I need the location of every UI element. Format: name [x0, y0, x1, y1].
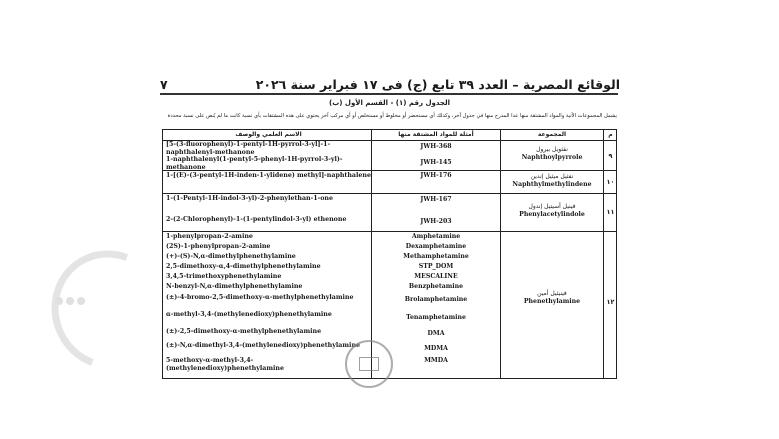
example-name: JWH-167	[420, 196, 452, 203]
example-name: JWH-368	[420, 143, 452, 150]
example-name: Benzphetamine	[408, 283, 464, 290]
header-title: الوقائع المصرية – العدد ٣٩ تابع (ج) فى ١٧ فبراير سنة ٢٠٢٦	[255, 76, 620, 92]
scientific-name: 2-(2-Chlorophenyl)-1-(1-pentylindol-3-yl) ethenone	[166, 216, 347, 223]
example-name: Tenamphetamine	[406, 314, 466, 321]
scientific-name: (2S)-1-phenylpropan-2-amine	[166, 243, 271, 250]
column-header-number: م	[608, 131, 613, 138]
example-name: MDMA	[424, 345, 448, 352]
example-name: Methamphetamine	[403, 253, 469, 260]
scientific-name: (±)-4-bromo-2,5-dimethoxy-α-methylphenethylamine	[166, 294, 354, 301]
column-header-group: المجموعة	[537, 131, 567, 138]
group-cell	[501, 146, 603, 162]
group-name-arabic: نفثيل ميثيل إندين	[530, 173, 574, 180]
row-number: ١٠	[606, 178, 615, 186]
scientific-name: (±)-2,5-dimethoxy-α-methylphenethylamine	[166, 328, 322, 335]
example-name: MESCALINE	[414, 273, 458, 280]
background-watermark-dots	[55, 290, 95, 304]
column-divider	[500, 129, 501, 379]
scientific-name: 1-phenylpropan-2-amine	[166, 233, 253, 240]
example-name: STP_DOM	[418, 263, 454, 270]
column-divider	[603, 129, 604, 379]
scientific-name: 1-(1-Pentyl-1H-indol-3-yl)-2-phenylethan-1-one	[166, 195, 334, 202]
scientific-name: N-benzyl-N,α-dimethylphenethylamine	[166, 283, 303, 290]
group-name-english: Naphthylmethylindene	[512, 181, 592, 188]
row-divider	[162, 231, 617, 232]
example-name: Brolamphetamine	[404, 296, 468, 303]
scientific-name: 3,4,5-trimethoxyphenethylamine	[166, 273, 282, 280]
group-name-english: Naphthoylpyrrole	[521, 154, 583, 161]
column-header-scientific: الاسم العلمي والوصف	[235, 131, 302, 138]
scientific-name: (+)-(S)-N,α-dimethylphenethylamine	[166, 253, 296, 260]
row-number: ١١	[606, 208, 615, 216]
scientific-name: α-methyl-3,4-(methylenedioxy)phenethylamine	[166, 311, 332, 318]
example-name: JWH-145	[420, 159, 452, 166]
example-name: JWH-176	[420, 172, 452, 179]
row-number: ٩	[608, 152, 613, 160]
column-header-examples: أمثلة للمواد المشتقة منها	[398, 131, 474, 138]
scientific-name: 2,5-dimethoxy-α,4-dimethylphenethylamine	[166, 263, 321, 270]
header-rule	[160, 93, 618, 95]
scientific-name: 1-naphthalenyl(1-pentyl-5-phenyl-1H-pyrrol-3-yl)-methanone	[166, 156, 343, 171]
scientific-name: (±)-N,α-dimethyl-3,4-(methylenedioxy)phenethylamine	[166, 342, 361, 349]
group-name-english: Phenethylamine	[523, 298, 581, 305]
table-title: الجدول رقم (١) - القسم الأول (ب)	[329, 99, 450, 107]
example-name: MMDA	[424, 357, 448, 364]
page-number: ٧	[160, 76, 168, 92]
page-header	[160, 74, 620, 94]
example-name: JWH-203	[420, 218, 452, 225]
group-cell	[501, 290, 603, 306]
group-cell	[501, 173, 603, 189]
group-name-arabic: فينيثيل أمين	[537, 290, 567, 297]
group-name-arabic: نفثويل بيرول	[536, 146, 568, 153]
example-name: Amphetamine	[411, 233, 461, 240]
example-name: DMA	[427, 330, 445, 337]
scientific-name: [5-(3-fluorophenyl)-1-pentyl-1H-pyrrol-3-yl]-1-naphthalenyl-methanone	[166, 141, 331, 156]
scientific-name: 1-[(E)-(3-pentyl-1H-inden-1-ylidene) methyl]-naphthalene	[166, 172, 371, 179]
row-divider	[162, 193, 617, 194]
example-name: Dexamphetamine	[405, 243, 467, 250]
scientific-name: 5-methoxy-α-methyl-3,4-(methylenedioxy)phenethylamine	[166, 357, 284, 372]
group-name-arabic: فينيل أسيتيل إندول	[528, 203, 576, 210]
group-name-english: Phenylacetylindole	[519, 211, 585, 218]
row-number: ١٢	[606, 298, 615, 306]
official-seal-icon	[345, 340, 393, 388]
table-note: يشمل المجموعات الآتية والمواد المشتقة منها عدا المدرج منها في جدول آخر، وكذلك أي مستحضر أو مخلوط أو مستخلص أو أي مركب آخر يحتوي على هذه المشتقات بأي نسبة كانت ما لم يُنص على نسبة محددة	[167, 113, 617, 119]
group-cell	[501, 203, 603, 219]
